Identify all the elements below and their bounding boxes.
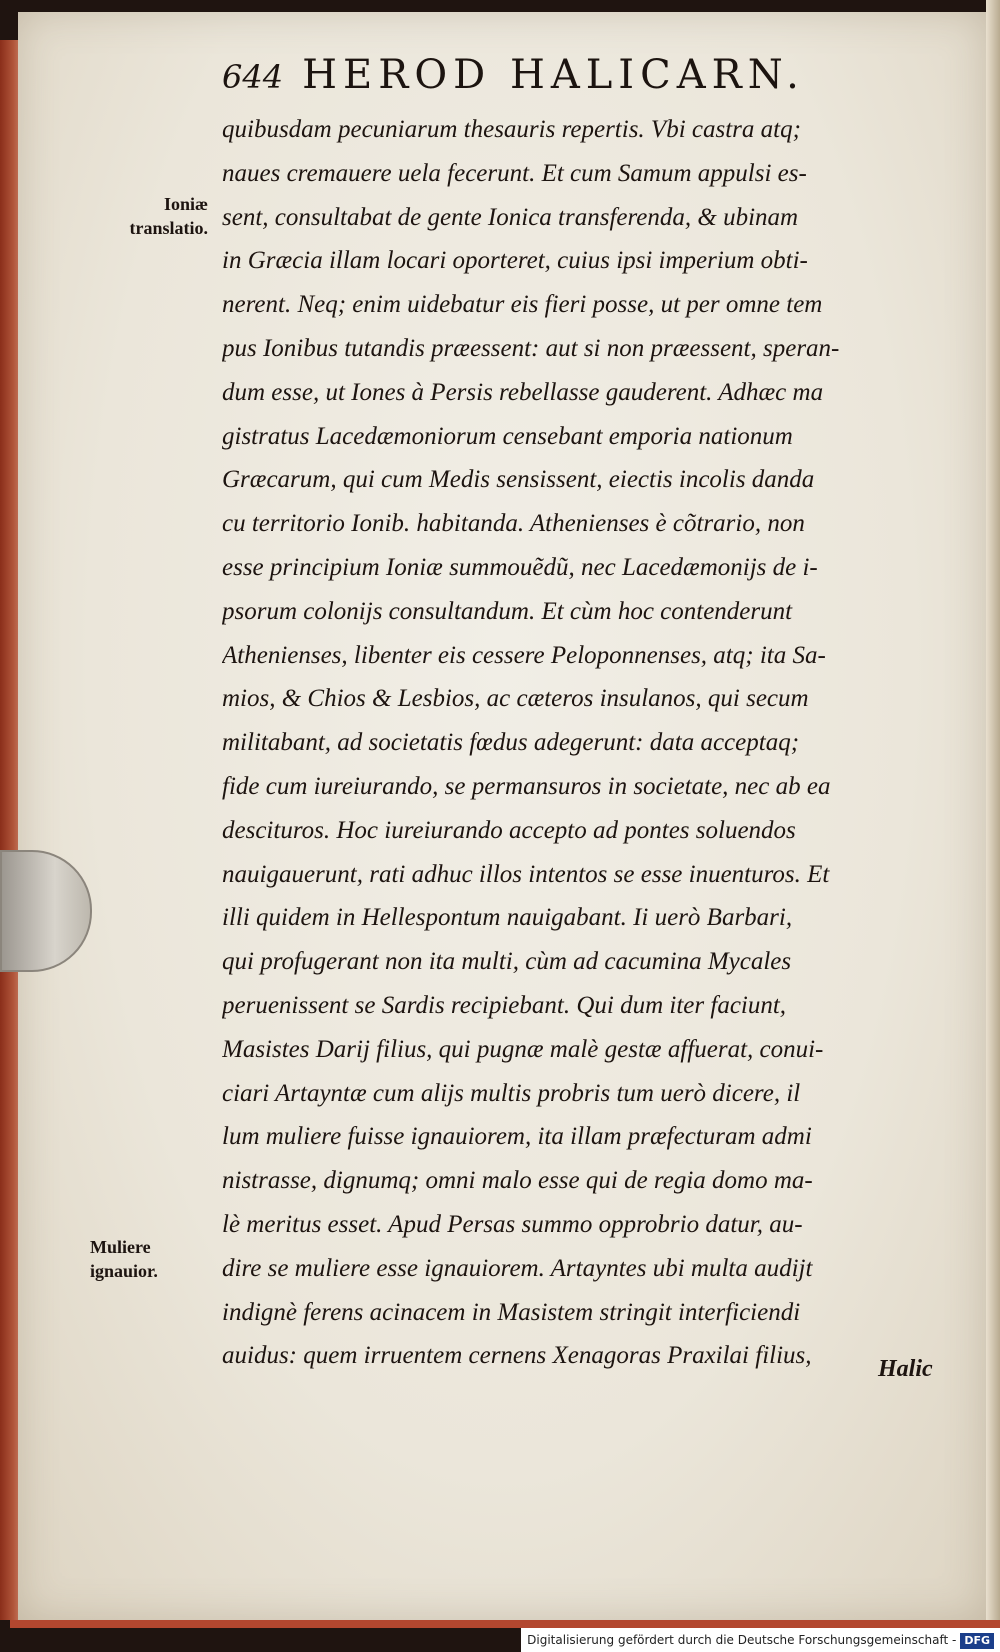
text-line: psorum colonijs consultandum. Et cùm hoc contenderunt xyxy=(222,597,793,625)
text-line: esse principium Ioniæ summouẽdũ, nec Lacedæmonijs de i- xyxy=(222,553,818,581)
text-line: auidus: quem irruentem cernens Xenagoras Praxilai filius, xyxy=(222,1342,812,1370)
text-line: descituros. Hoc iureiurando accepto ad pontes soluendos xyxy=(222,816,796,844)
text-line: lum muliere fuisse ignauiorem, ita illam præfecturam admi xyxy=(222,1123,812,1151)
margin-note-ionia xyxy=(88,192,208,240)
page-header xyxy=(222,52,805,98)
margin-note-line: Muliere xyxy=(90,1237,151,1257)
margin-note-muliere xyxy=(90,1235,158,1283)
text-line: indignè ferens acinacem in Masistem stringit interficiendi xyxy=(222,1298,801,1326)
catchword: Halic xyxy=(878,1356,933,1382)
digitization-footer xyxy=(521,1628,1000,1652)
margin-note-line: Ioniæ xyxy=(163,194,208,214)
text-line: Græcarum, qui cum Medis sensissent, eiectis incolis danda xyxy=(222,466,815,494)
dfg-logo: DFG xyxy=(960,1633,994,1649)
text-line: sent, consultabat de gente Ionica transferenda, & ubinam xyxy=(222,203,799,231)
text-line: nerent. Neq; enim uidebatur eis fieri posse, ut per omne tem xyxy=(222,291,823,319)
text-line: Athenienses, libenter eis cessere Peloponnenses, atq; ita Sa- xyxy=(222,641,826,669)
text-line: dire se muliere esse ignauiorem. Artayntes ubi multa audijt xyxy=(222,1254,813,1282)
text-line: quibusdam pecuniarum thesauris repertis. Vbi castra atq; xyxy=(222,116,801,143)
body-text xyxy=(222,108,952,1378)
text-line: peruenissent se Sardis recipiebant. Qui dum iter faciunt, xyxy=(222,991,787,1019)
text-line: dum esse, ut Iones à Persis rebellasse gauderent. Adhæc ma xyxy=(222,378,824,406)
text-line: fide cum iureiurando, se permansuros in societate, nec ab ea xyxy=(222,772,831,800)
footer-text: Digitalisierung gefördert durch die Deutsche Forschungsgemeinschaft - xyxy=(527,1633,957,1647)
text-line: naues cremauere uela fecerunt. Et cum Samum appulsi es- xyxy=(222,159,807,187)
running-head: HEROD HALICARN. xyxy=(302,52,805,98)
text-line: ciari Artayntæ cum alijs multis probris tum uerò dicere, il xyxy=(222,1079,801,1107)
page-number: 644 xyxy=(222,58,284,96)
book-edge-right xyxy=(986,0,1000,1625)
text-line: cu territorio Ionib. habitanda. Athenienses è cõtrario, non xyxy=(222,510,805,538)
text-line: pus Ionibus tutandis præessent: aut si non præessent, speran- xyxy=(222,334,840,362)
text-line: illi quidem in Hellespontum nauigabant. Ii uerò Barbari, xyxy=(222,904,793,932)
text-line: gistratus Lacedæmoniorum censebant emporia nationum xyxy=(222,422,793,450)
text-line: militabant, ad societatis fœdus adegerunt: data acceptaq; xyxy=(222,729,800,757)
margin-note-line: translatio. xyxy=(129,218,208,238)
margin-note-line: ignauior. xyxy=(90,1261,158,1281)
text-line: nauigauerunt, rati adhuc illos intentos se esse inuenturos. Et xyxy=(222,860,830,888)
text-line: lè meritus esset. Apud Persas summo opprobrio datur, au- xyxy=(222,1210,803,1238)
book-edge-bottom xyxy=(10,1620,1000,1628)
text-line: in Græcia illam locari oporteret, cuius ipsi imperium obti- xyxy=(222,247,808,275)
text-line: qui profugerant non ita multi, cùm ad cacumina Mycales xyxy=(222,948,792,976)
text-line: nistrasse, dignumq; omni malo esse qui de regia domo ma- xyxy=(222,1167,813,1195)
text-line: mios, & Chios & Lesbios, ac cæteros insulanos, qui secum xyxy=(222,685,809,713)
text-line: Masistes Darij filius, qui pugnæ malè gestæ affuerat, conui- xyxy=(222,1035,824,1063)
